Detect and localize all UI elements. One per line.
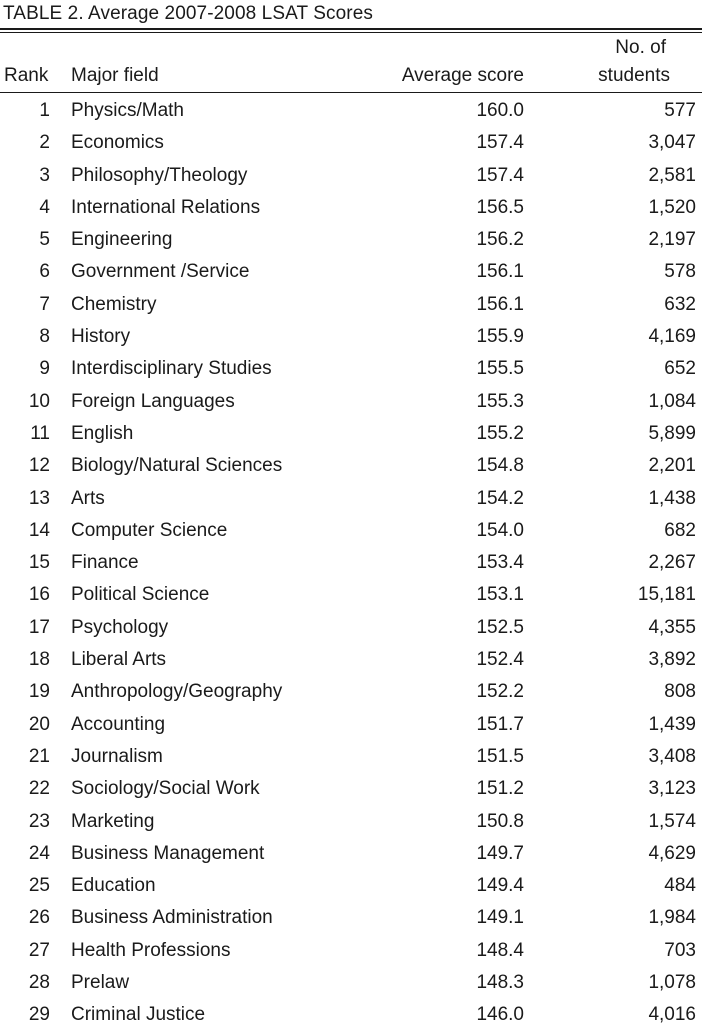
table-row (0, 386, 702, 418)
cell-rank: 12 (28, 455, 50, 477)
table-row (0, 838, 702, 870)
cell-rank: 11 (30, 422, 50, 444)
cell-students: 1,574 (648, 810, 696, 832)
cell-average-score: 155.9 (476, 326, 524, 348)
cell-students: 1,078 (648, 972, 696, 994)
cell-students: 578 (664, 261, 696, 283)
cell-rank: 21 (28, 745, 50, 767)
cell-average-score: 154.8 (476, 455, 524, 477)
cell-students: 4,016 (648, 1004, 696, 1026)
cell-major-field: Sociology/Social Work (71, 778, 260, 800)
cell-rank: 1 (39, 100, 50, 121)
cell-average-score: 151.5 (476, 745, 524, 767)
header-average-score: Average score (401, 65, 524, 86)
table-row (0, 967, 702, 999)
cell-rank: 13 (28, 487, 50, 509)
table-row (0, 806, 702, 838)
cell-average-score: 149.1 (476, 907, 524, 929)
cell-students: 2,581 (648, 164, 696, 186)
cell-average-score: 155.2 (476, 422, 524, 444)
cell-rank: 2 (39, 132, 50, 154)
cell-average-score: 152.4 (476, 649, 524, 671)
table-row (0, 192, 702, 224)
cell-rank: 9 (39, 358, 50, 380)
cell-students: 5,899 (648, 422, 696, 444)
cell-students: 632 (664, 293, 696, 315)
table-row (0, 676, 702, 708)
cell-students: 703 (664, 939, 696, 961)
table-row (0, 256, 702, 288)
cell-average-score: 153.1 (476, 584, 524, 606)
cell-average-score: 157.4 (476, 164, 524, 186)
cell-students: 3,123 (648, 778, 696, 800)
cell-average-score: 151.7 (476, 713, 524, 735)
cell-average-score: 157.4 (476, 132, 524, 154)
cell-average-score: 152.2 (476, 681, 524, 703)
cell-major-field: Biology/Natural Sciences (71, 455, 283, 477)
cell-average-score: 154.0 (476, 519, 524, 541)
cell-major-field: Marketing (71, 810, 155, 832)
cell-average-score: 149.7 (476, 842, 524, 864)
cell-major-field: Education (71, 875, 156, 897)
table-row (0, 612, 702, 644)
cell-major-field: Criminal Justice (71, 1004, 206, 1026)
cell-major-field: Psychology (71, 616, 169, 638)
table-row (0, 547, 702, 579)
cell-students: 4,169 (648, 326, 696, 348)
table-row (0, 450, 702, 482)
cell-students: 808 (664, 681, 696, 703)
cell-rank: 22 (28, 778, 50, 800)
cell-students: 577 (664, 100, 696, 121)
cell-rank: 24 (28, 842, 50, 864)
cell-students: 2,197 (648, 229, 696, 251)
cell-major-field: International Relations (71, 196, 261, 218)
cell-rank: 19 (28, 681, 50, 703)
cell-rank: 5 (39, 229, 50, 251)
cell-rank: 16 (28, 584, 50, 606)
table-row (0, 579, 702, 611)
cell-rank: 20 (28, 713, 50, 735)
cell-rank: 7 (39, 293, 50, 315)
cell-major-field: Prelaw (71, 972, 130, 994)
cell-average-score: 156.1 (476, 261, 524, 283)
table-title: TABLE 2. Average 2007-2008 LSAT Scores (3, 3, 373, 24)
table-row (0, 935, 702, 967)
cell-students: 1,084 (648, 390, 696, 412)
table-row (0, 224, 702, 256)
cell-major-field: Engineering (71, 229, 173, 251)
cell-rank: 25 (28, 875, 50, 897)
table-row (0, 160, 702, 192)
cell-students: 2,201 (648, 455, 696, 477)
cell-major-field: Accounting (71, 713, 166, 735)
table-row (0, 773, 702, 805)
cell-students: 2,267 (648, 552, 696, 574)
cell-average-score: 151.2 (476, 778, 524, 800)
cell-students: 3,047 (648, 132, 696, 154)
cell-rank: 28 (28, 972, 50, 994)
cell-students: 3,408 (648, 745, 696, 767)
cell-average-score: 155.5 (476, 358, 524, 380)
cell-major-field: Physics/Math (71, 100, 184, 121)
cell-average-score: 152.5 (476, 616, 524, 638)
cell-students: 4,629 (648, 842, 696, 864)
header-students-line1: No. of (615, 37, 666, 58)
table-row (0, 644, 702, 676)
cell-rank: 3 (39, 164, 50, 186)
cell-major-field: Journalism (71, 745, 163, 767)
cell-major-field: Computer Science (71, 519, 228, 541)
cell-major-field: Political Science (71, 584, 210, 606)
header-major-field: Major field (71, 65, 159, 86)
cell-rank: 18 (28, 649, 50, 671)
table-row (0, 127, 702, 159)
cell-major-field: Government /Service (71, 261, 250, 283)
cell-rank: 27 (28, 939, 50, 961)
table-body (0, 95, 702, 1032)
cell-rank: 10 (28, 390, 50, 412)
cell-major-field: Business Administration (71, 907, 273, 929)
cell-students: 652 (664, 358, 696, 380)
cell-average-score: 160.0 (476, 100, 524, 121)
cell-rank: 23 (28, 810, 50, 832)
cell-major-field: Arts (71, 487, 105, 509)
cell-major-field: Anthropology/Geography (71, 681, 283, 703)
cell-major-field: History (71, 326, 131, 348)
cell-rank: 26 (28, 907, 50, 929)
cell-average-score: 149.4 (476, 875, 524, 897)
cell-students: 1,520 (648, 196, 696, 218)
cell-major-field: Chemistry (71, 293, 157, 315)
cell-rank: 14 (28, 519, 50, 541)
cell-students: 3,892 (648, 649, 696, 671)
cell-average-score: 156.2 (476, 229, 524, 251)
top-rule-thin (0, 32, 702, 33)
header-students-line2: students (598, 65, 670, 86)
cell-students: 1,439 (648, 713, 696, 735)
cell-students: 1,438 (648, 487, 696, 509)
header-rank: Rank (4, 65, 49, 86)
cell-major-field: Economics (71, 132, 164, 154)
cell-average-score: 146.0 (476, 1004, 524, 1026)
table-row (0, 999, 702, 1031)
table-row (0, 902, 702, 934)
cell-rank: 15 (28, 552, 50, 574)
table-row (0, 709, 702, 741)
cell-average-score: 150.8 (476, 810, 524, 832)
table-row (0, 483, 702, 515)
cell-major-field: Philosophy/Theology (71, 164, 248, 186)
cell-students: 484 (664, 875, 696, 897)
cell-rank: 29 (28, 1004, 50, 1026)
cell-average-score: 155.3 (476, 390, 524, 412)
cell-students: 4,355 (648, 616, 696, 638)
table-row (0, 515, 702, 547)
cell-average-score: 148.3 (476, 972, 524, 994)
table-row (0, 289, 702, 321)
table-row (0, 741, 702, 773)
top-rule (0, 28, 702, 30)
cell-major-field: Finance (71, 552, 139, 574)
cell-rank: 8 (39, 326, 50, 348)
cell-major-field: Interdisciplinary Studies (71, 358, 272, 380)
cell-rank: 6 (39, 261, 50, 283)
cell-major-field: Liberal Arts (71, 649, 167, 671)
cell-average-score: 156.5 (476, 196, 524, 218)
cell-major-field: Foreign Languages (71, 390, 235, 412)
cell-students: 15,181 (637, 584, 696, 606)
table-row (0, 418, 702, 450)
header-rule (0, 92, 702, 93)
table-row (0, 321, 702, 353)
cell-average-score: 148.4 (476, 939, 524, 961)
cell-students: 1,984 (648, 907, 696, 929)
cell-major-field: English (71, 422, 134, 444)
table-row (0, 870, 702, 902)
table-row (0, 95, 702, 127)
cell-average-score: 156.1 (476, 293, 524, 315)
table-row (0, 353, 702, 385)
cell-average-score: 154.2 (476, 487, 524, 509)
cell-major-field: Business Management (71, 842, 265, 864)
cell-rank: 4 (39, 196, 50, 218)
cell-average-score: 153.4 (476, 552, 524, 574)
cell-major-field: Health Professions (71, 939, 231, 961)
cell-students: 682 (664, 519, 696, 541)
cell-rank: 17 (28, 616, 50, 638)
